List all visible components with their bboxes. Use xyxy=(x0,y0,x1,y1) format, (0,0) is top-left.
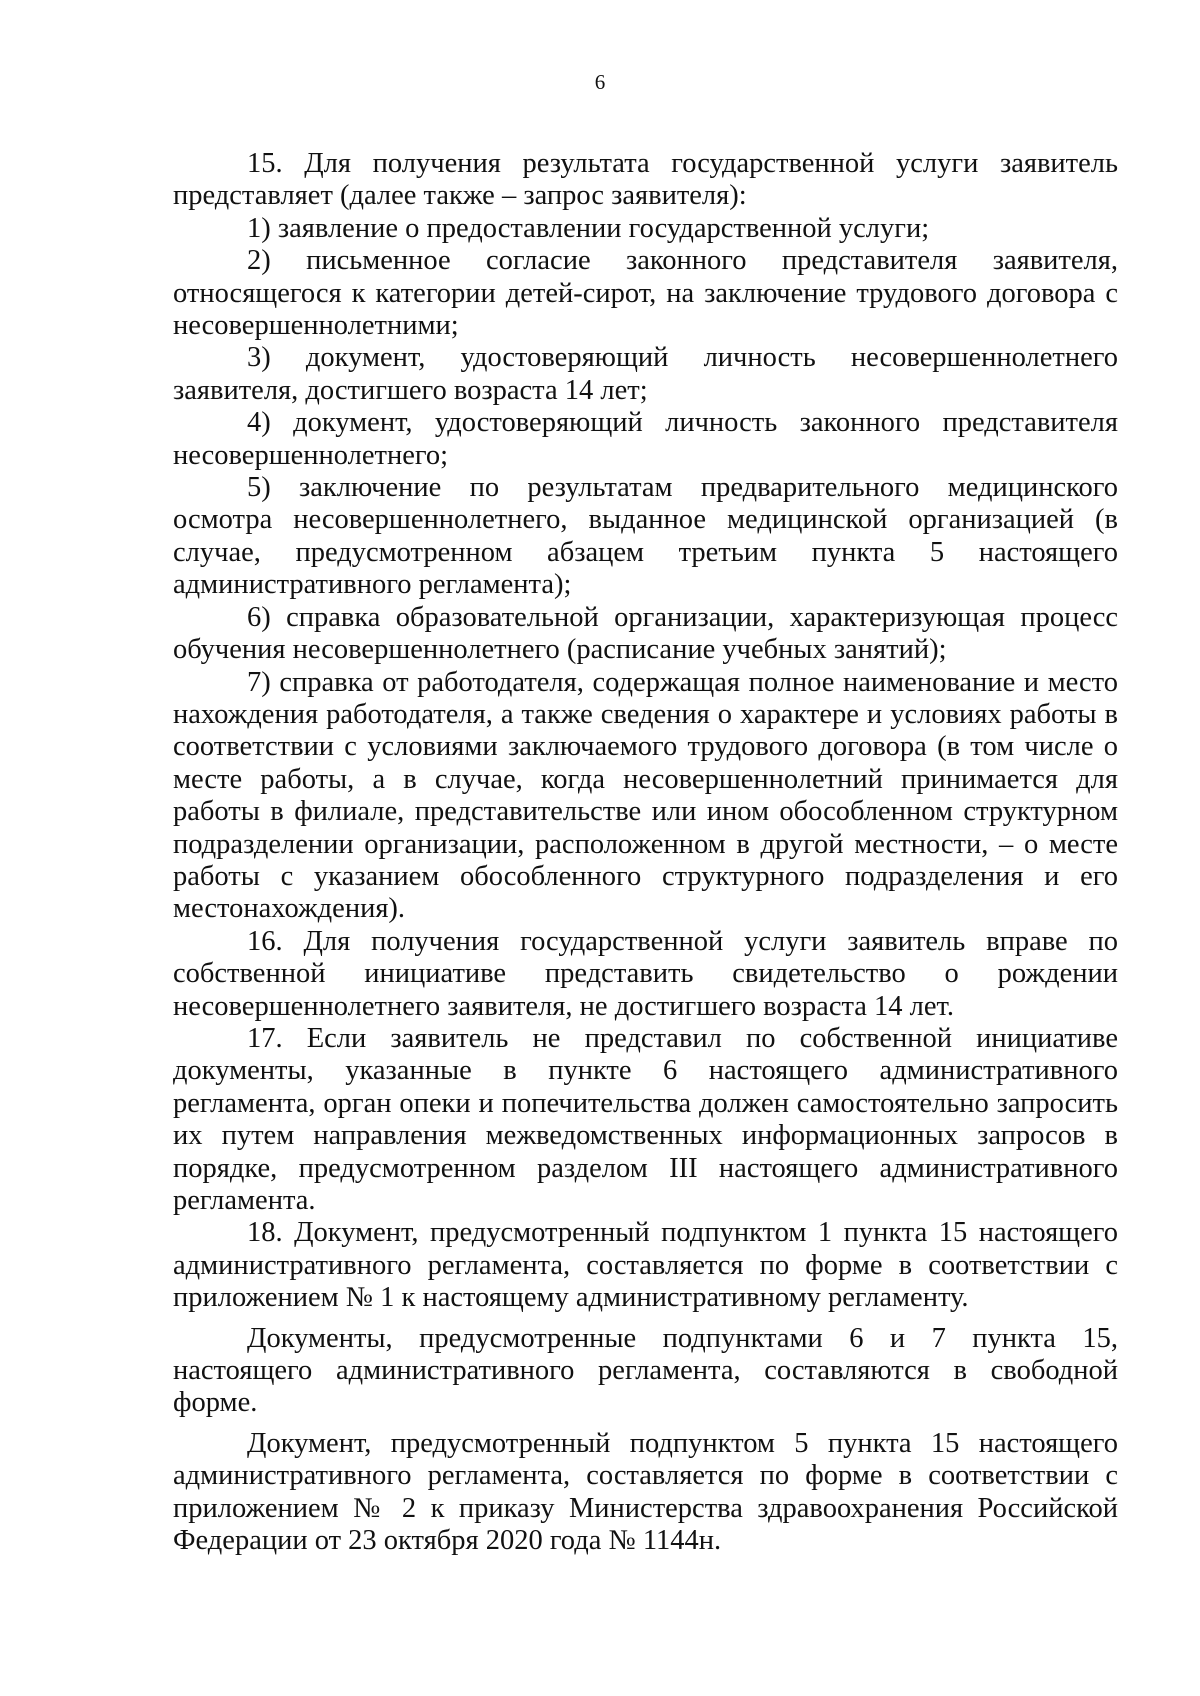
paragraph-15: 15. Для получения результата государственной услуги заявитель представляет (далее также – запрос заявителя): xyxy=(173,148,1118,212)
paragraph-18: 18. Документ, предусмотренный подпунктом 1 пункта 15 настоящего административного регламента, составляется по форме в соответствии с приложением № 1 к настоящему административному регламенту. xyxy=(173,1217,1118,1314)
paragraph-15-item-1: 1) заявление о предоставлении государственной услуги; xyxy=(247,212,930,244)
paragraph-15-item-4: 4) документ, удостоверяющий личность законного представителя несовершеннолетнего; xyxy=(173,407,1118,471)
paragraph-18-free-form: Документы, предусмотренные подпунктами 6 и 7 пункта 15, настоящего административного регламента, составляются в свободной форме. xyxy=(173,1322,1118,1419)
paragraph-16: 16. Для получения государственной услуги заявитель вправе по собственной инициативе представить свидетельство о рождении несовершеннолетнего заявителя, не достигшего возраста 14 лет. xyxy=(173,925,1118,1022)
paragraph-18-medical-form: Документ, предусмотренный подпунктом 5 пункта 15 настоящего административного регламента, составляется по форме в соответствии с приложением № 2 к приказу Министерства здравоохранения Российской Федерации от 23 октября 2020 года № 1144н. xyxy=(173,1427,1118,1557)
paragraph-15-item-7: 7) справка от работодателя, содержащая полное наименование и место нахождения работодателя, а также сведения о характере и условиях работы в соответствии с условиями заключаемого трудового договора (в том числе о месте работы, а в случае, когда несовершеннолетний принимается для работы в филиале, представительстве или ином обособленном структурном подразделении организации, расположенном в другой местности, – о месте работы с указанием обособленного структурного подразделения и его местонахождения). xyxy=(173,666,1118,925)
page-number: 6 xyxy=(594,70,606,94)
paragraph-15-item-2: 2) письменное согласие законного представителя заявителя, относящегося к категории детей-сирот, на заключение трудового договора с несовершеннолетними; xyxy=(173,245,1118,342)
paragraph-17: 17. Если заявитель не представил по собственной инициативе документы, указанные в пункте 6 настоящего административного регламента, орган опеки и попечительства должен самостоятельно запросить их путем направления межведомственных информационных запросов в порядке, предусмотренном разделом III настоящего административного регламента. xyxy=(173,1022,1118,1216)
paragraph-15-item-6: 6) справка образовательной организации, характеризующая процесс обучения несовершеннолетнего (расписание учебных занятий); xyxy=(173,601,1118,666)
paragraph-15-item-3: 3) документ, удостоверяющий личность несовершеннолетнего заявителя, достигшего возраста 14 лет; xyxy=(173,342,1118,406)
document-body xyxy=(173,148,1118,1557)
paragraph-15-item-5: 5) заключение по результатам предварительного медицинского осмотра несовершеннолетнего, выданное медицинской организацией (в случае, предусмотренном абзацем третьим пункта 5 настоящего административного регламента); xyxy=(173,472,1118,601)
